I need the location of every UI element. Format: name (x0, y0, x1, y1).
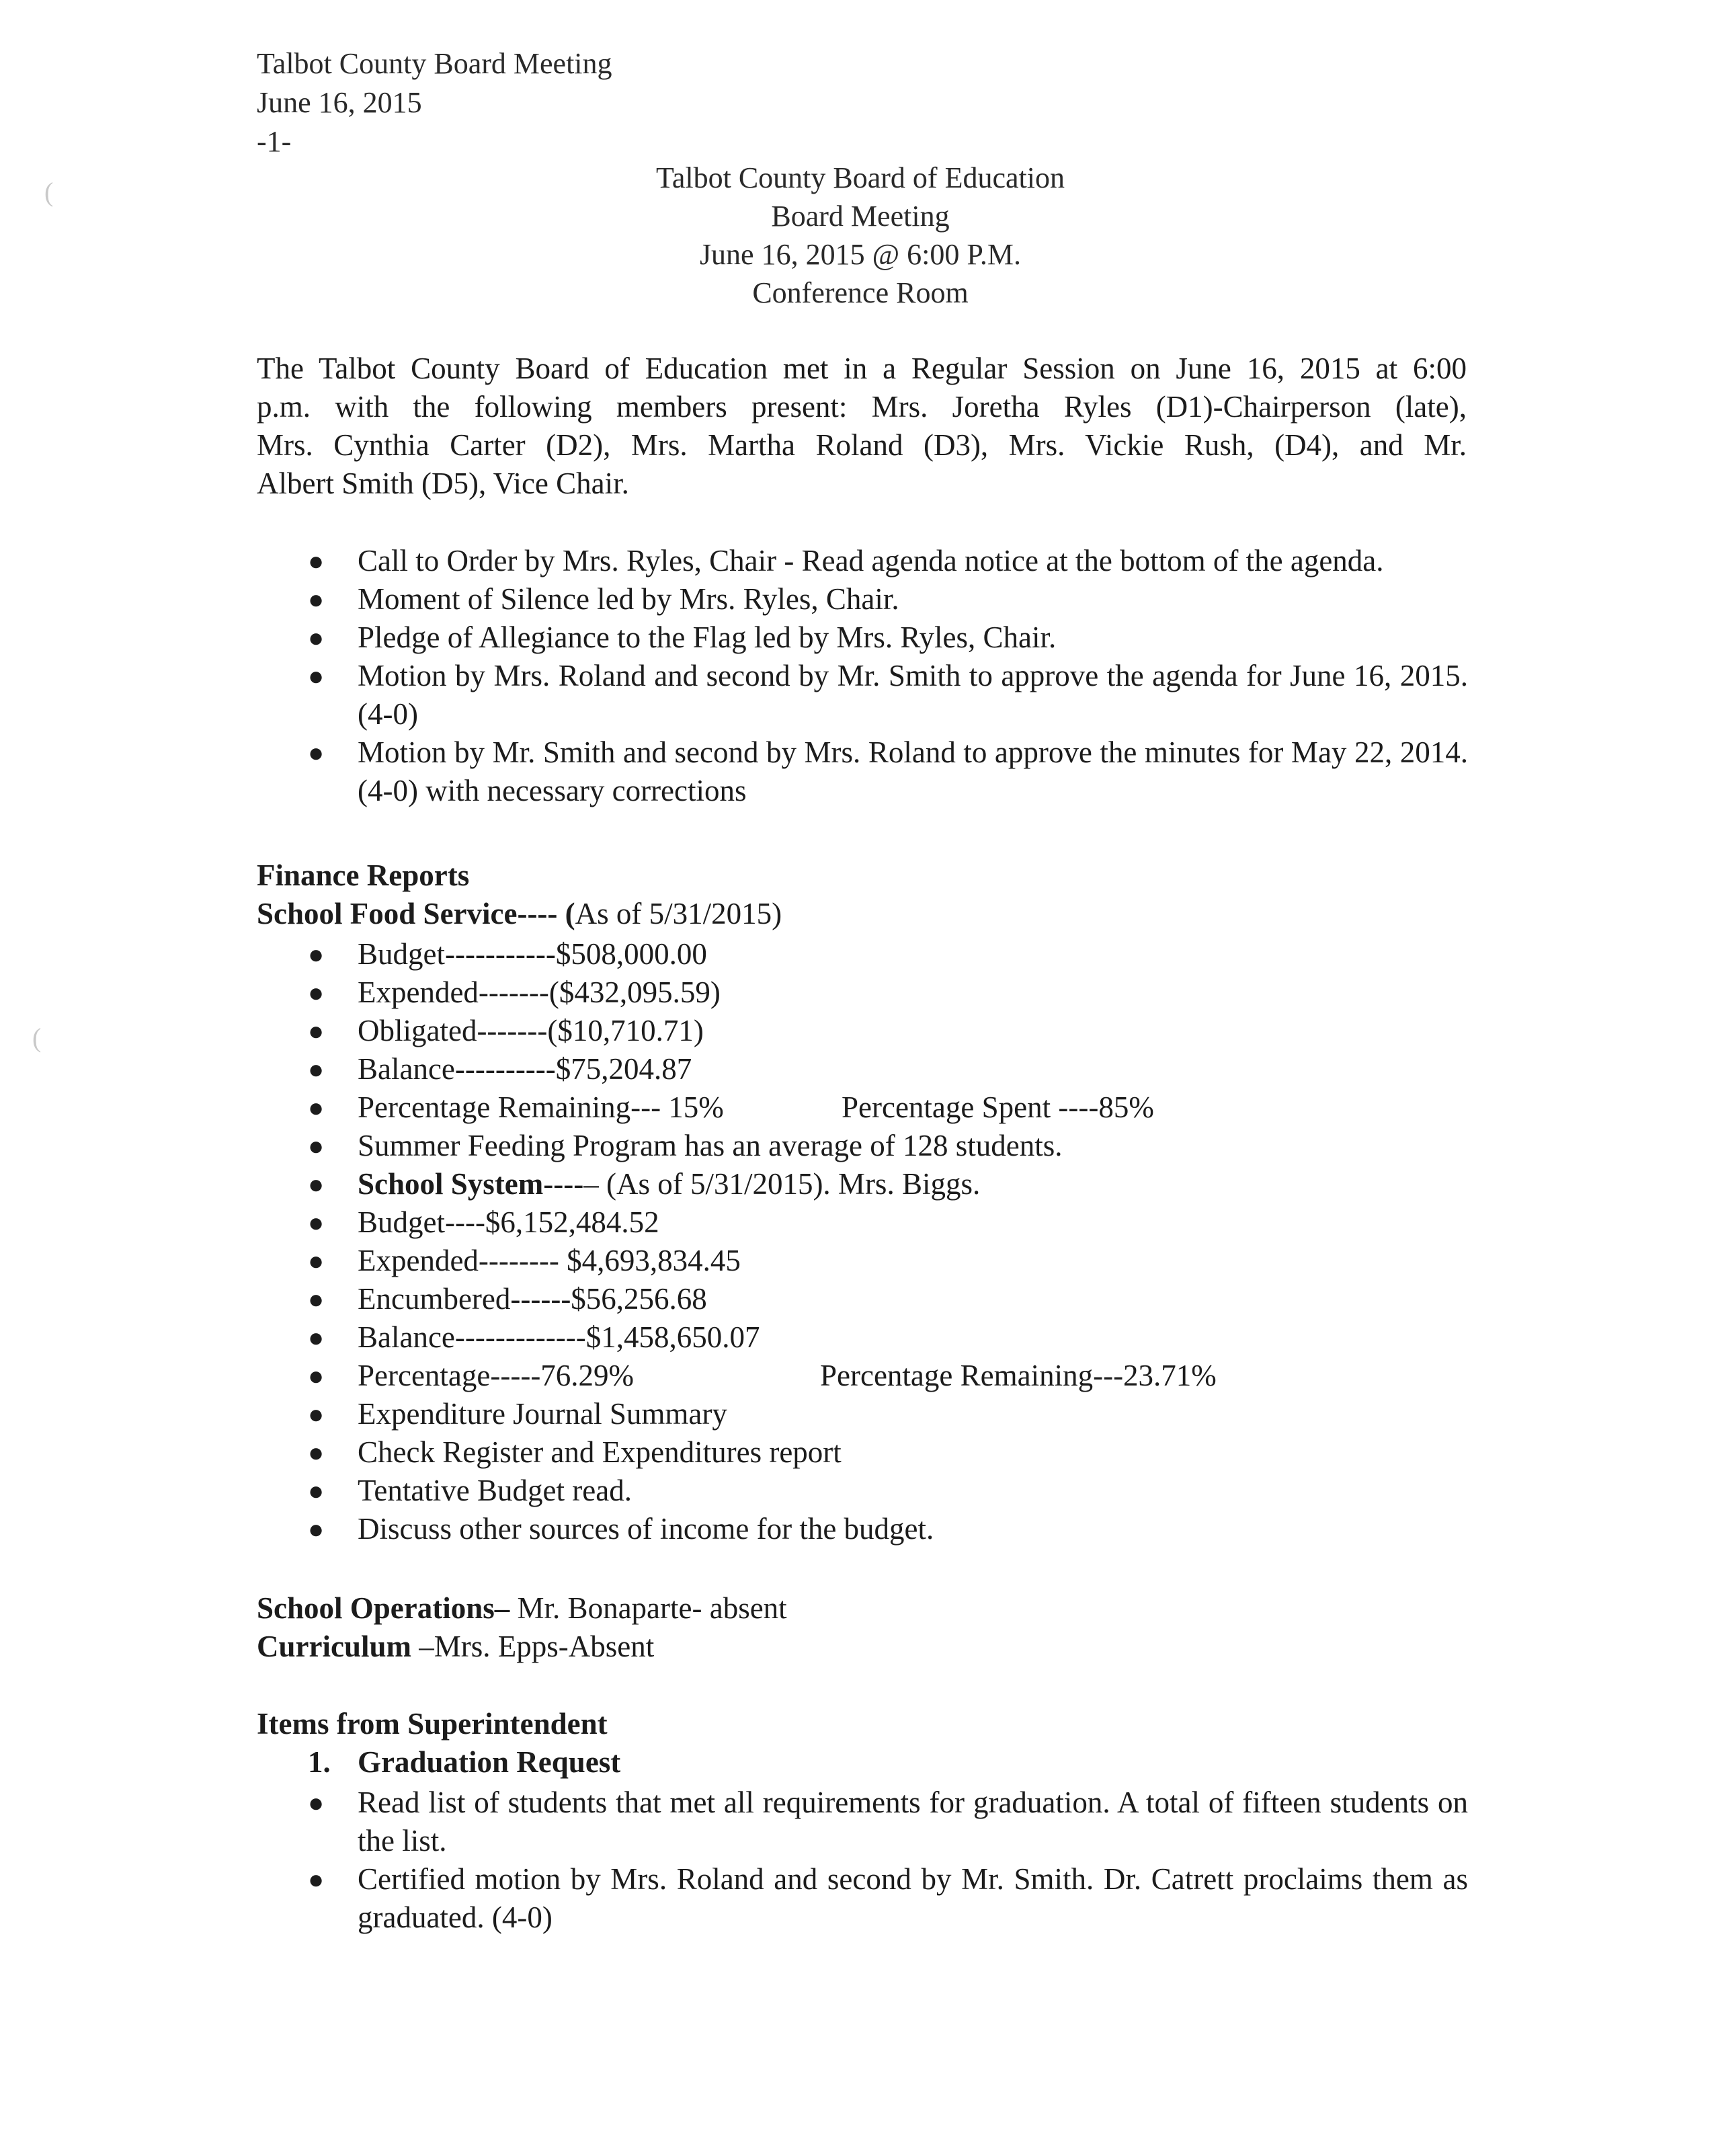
bullet-icon: ● (308, 546, 325, 576)
title-location: Conference Room (752, 276, 969, 309)
bullet-icon: ● (308, 1476, 325, 1506)
bullet-icon: ● (308, 1864, 325, 1894)
food-service-date: As of 5/31/2015) (575, 897, 782, 930)
list-item: ● Expended-------- $4,693,834.45 (257, 1242, 1468, 1280)
food-service-label: School Food Service---- ( (257, 897, 575, 930)
curriculum-label: Curriculum (257, 1630, 411, 1663)
intro-paragraph (257, 350, 1467, 503)
bullet-icon: ● (308, 1514, 325, 1544)
list-item: ● Moment of Silence led by Mrs. Ryles, Chair. (257, 580, 1468, 618)
operations-line (257, 1589, 787, 1628)
header-date: June 16, 2015 (257, 86, 422, 119)
list-item: ● Balance-------------$1,458,650.07 (257, 1318, 1468, 1357)
page-number: -1- (257, 125, 292, 158)
bullet-icon: ● (308, 1788, 325, 1818)
list-item: ● Pledge of Allegiance to the Flag led by Mrs. Ryles, Chair. (257, 618, 1468, 657)
list-item: ● Balance----------$75,204.87 (257, 1050, 1468, 1088)
scan-speck: ( (44, 177, 54, 207)
bullet-icon: ● (308, 1399, 325, 1429)
bullet-icon: ● (308, 1207, 325, 1238)
list-item: ● Expenditure Journal Summary (257, 1395, 1468, 1433)
list-item: ● Call to Order by Mrs. Ryles, Chair - Read agenda notice at the bottom of the agenda. (257, 542, 1468, 580)
bullet-icon: ● (308, 1246, 325, 1276)
list-item: ● Percentage-----76.29% Percentage Remaining---23.71% (257, 1357, 1468, 1395)
item-number: 1. (308, 1745, 331, 1779)
bullet-icon: ● (308, 1437, 325, 1468)
item-title: Graduation Request (358, 1745, 621, 1779)
bullet-icon: ● (308, 661, 325, 691)
operations-label: School Operations– (257, 1591, 510, 1625)
title-meeting: Board Meeting (771, 200, 950, 233)
curriculum-line (257, 1628, 654, 1666)
bullet-icon: ● (308, 737, 325, 768)
bullet-icon: ● (308, 584, 325, 614)
bullet-icon: ● (308, 1054, 325, 1084)
bullet-icon: ● (308, 623, 325, 653)
bullet-icon: ● (308, 1284, 325, 1314)
list-item: ● Expended-------($432,095.59) (257, 973, 1468, 1012)
intro-line: Mrs. Cynthia Carter (D2), Mrs. Martha Roland (D3), Mrs. Vickie Rush, (D4), and Mr. (257, 428, 1467, 462)
list-item: ● Motion by Mrs. Roland and second by Mr. Smith to approve the agenda for June 16, 2015.(4-0) (257, 657, 1468, 733)
list-item: ● Certified motion by Mrs. Roland and second by Mr. Smith. Dr. Catrett proclaims them as graduated. (4-0) (257, 1860, 1468, 1937)
food-service-heading (257, 895, 782, 933)
list-item: ● Obligated-------($10,710.71) (257, 1012, 1468, 1050)
list-item: ● School System----– (As of 5/31/2015). Mrs. Biggs. (257, 1165, 1468, 1203)
header-title: Talbot County Board Meeting (257, 47, 612, 80)
document-title (255, 159, 1465, 312)
list-item: ● Budget-----------$508,000.00 (257, 935, 1468, 973)
list-item: ● Encumbered------$56,256.68 (257, 1280, 1468, 1318)
bullet-icon: ● (308, 977, 325, 1008)
intro-line: p.m. with the following members present: Mrs. Joretha Ryles (D1)-Chairperson (late), (257, 390, 1467, 424)
bullet-icon: ● (308, 1361, 325, 1391)
finance-list (257, 935, 1468, 1548)
finance-heading: Finance Reports (257, 859, 470, 892)
graduation-list (257, 1784, 1468, 1937)
list-item: ● Tentative Budget read. (257, 1472, 1468, 1510)
scan-speck: ( (32, 1023, 42, 1053)
bullet-icon: ● (308, 1092, 325, 1123)
opening-items-list (257, 542, 1468, 810)
list-item: ● Discuss other sources of income for the budget. (257, 1510, 1468, 1548)
title-datetime: June 16, 2015 @ 6:00 P.M. (699, 238, 1022, 271)
bullet-icon: ● (308, 1016, 325, 1046)
bullet-icon: ● (308, 1322, 325, 1353)
graduation-request-heading (308, 1743, 620, 1782)
list-item: ● Motion by Mr. Smith and second by Mrs. Roland to approve the minutes for May 22, 2014. (4-0) with necessary corrections (257, 733, 1468, 810)
bullet-icon: ● (308, 1169, 325, 1199)
list-item: ● Budget----$6,152,484.52 (257, 1203, 1468, 1242)
page-header (257, 44, 612, 161)
title-organization: Talbot County Board of Education (656, 161, 1065, 194)
bullet-icon: ● (308, 939, 325, 969)
list-item: ● Check Register and Expenditures report (257, 1433, 1468, 1472)
intro-line: The Talbot County Board of Education met in a Regular Session on June 16, 2015 at 6:00 (257, 352, 1467, 385)
operations-text: Mr. Bonaparte- absent (509, 1591, 787, 1625)
list-item: ● Percentage Remaining--- 15% Percentage Spent ----85% (257, 1088, 1468, 1127)
bullet-icon: ● (308, 1131, 325, 1161)
superintendent-heading: Items from Superintendent (257, 1707, 608, 1741)
list-item: ● Summer Feeding Program has an average of 128 students. (257, 1127, 1468, 1165)
curriculum-text: –Mrs. Epps-Absent (411, 1630, 655, 1663)
list-item: ● Read list of students that met all requirements for graduation. A total of fifteen students on the list. (257, 1784, 1468, 1860)
intro-line: Albert Smith (D5), Vice Chair. (257, 467, 629, 500)
